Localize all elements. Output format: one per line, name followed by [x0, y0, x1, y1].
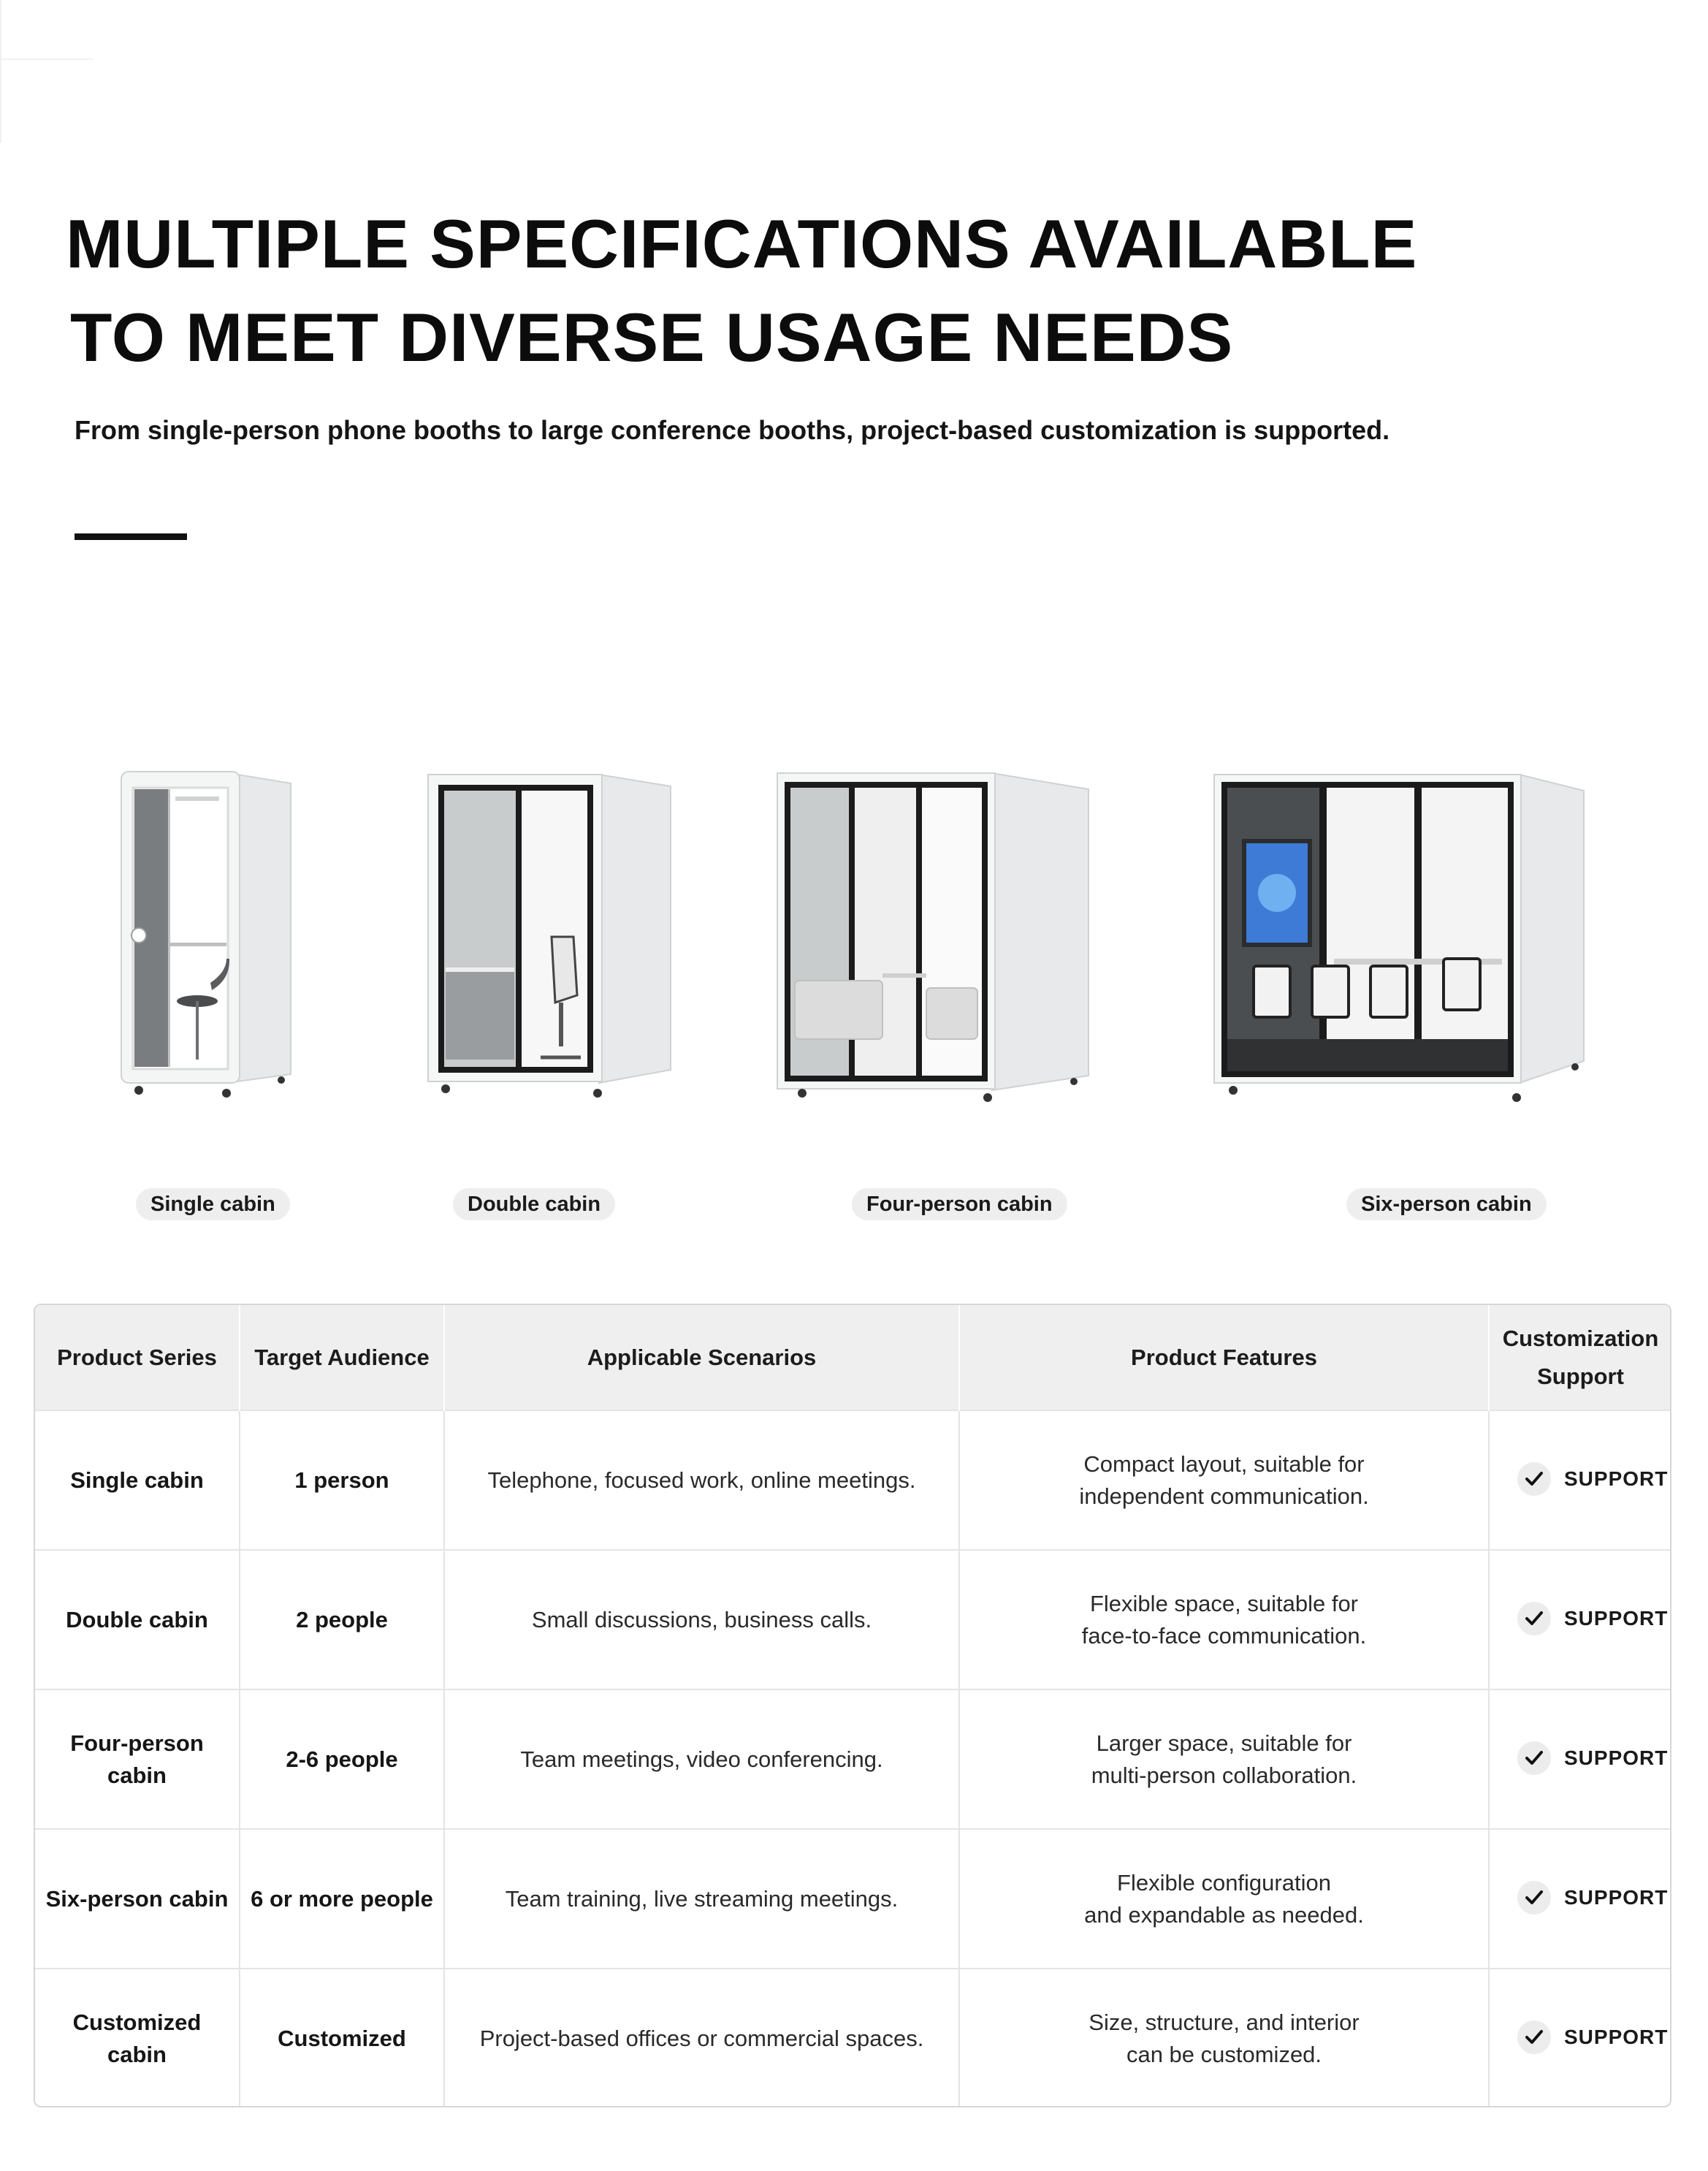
six-person-cabin-image: [1210, 769, 1590, 1119]
product-label-six-person: Six-person cabin: [1346, 1188, 1547, 1220]
row-scenario: Team training, live streaming meetings.: [444, 1829, 959, 1969]
feature-line-1: Size, structure, and interior: [1089, 2010, 1360, 2035]
corner-decoration-line: [0, 58, 94, 60]
accent-divider: [75, 533, 187, 540]
header-custom-line-1: Customization: [1502, 1325, 1659, 1351]
table-row: [35, 1829, 1671, 1969]
row-audience: 2 people: [240, 1550, 444, 1689]
row-support: [1489, 1969, 1671, 2107]
feature-line-2: multi-person collaboration.: [1091, 1762, 1357, 1788]
support-label: SUPPORT: [1564, 2026, 1669, 2048]
corner-decoration-line-vertical: [0, 0, 1, 142]
feature-line-2: can be customized.: [1126, 2042, 1322, 2067]
feature-line-1: Flexible space, suitable for: [1089, 1590, 1359, 1616]
feature-line-1: Compact layout, suitable for: [1083, 1450, 1365, 1477]
table-header-row: [35, 1305, 1671, 1410]
double-cabin-image: [424, 769, 676, 1101]
check-icon: [1517, 1741, 1551, 1775]
four-person-cabin-image: [773, 769, 1094, 1105]
header-target-audience: Target Audience: [240, 1305, 444, 1410]
title-line-1: MULTIPLE SPECIFICATIONS AVAILABLE: [66, 205, 1418, 282]
row-feature: [959, 1969, 1489, 2107]
product-label-double: Double cabin: [453, 1188, 615, 1220]
feature-line-2: and expandable as needed.: [1084, 1901, 1364, 1928]
table-row: [35, 1550, 1671, 1689]
table-row: [35, 1410, 1671, 1550]
row-audience: 1 person: [240, 1410, 444, 1550]
header-applicable-scenarios: Applicable Scenarios: [444, 1305, 959, 1410]
row-scenario: Project-based offices or commercial spaces.: [444, 1969, 959, 2107]
row-support: [1489, 1689, 1671, 1829]
product-gallery: [0, 753, 1708, 1103]
header-customization-support: [1489, 1305, 1671, 1410]
table-row: [35, 1969, 1671, 2107]
support-label: SUPPORT: [1564, 1746, 1669, 1769]
page-subtitle: From single-person phone booths to large conference booths, project-based customization is supported.: [75, 415, 1390, 445]
product-label-four-person: Four-person cabin: [852, 1188, 1067, 1220]
row-audience: Customized: [240, 1969, 444, 2107]
page-title: [66, 197, 1454, 384]
table-row: [35, 1689, 1671, 1829]
feature-line-2: independent communication.: [1079, 1483, 1369, 1509]
row-series: Four-person cabin: [35, 1689, 240, 1829]
row-feature: [959, 1689, 1489, 1829]
specification-table: [34, 1304, 1671, 2107]
support-label: SUPPORT: [1564, 1885, 1669, 1909]
header-product-features: Product Features: [959, 1305, 1489, 1410]
header-custom-line-2: Support: [1537, 1363, 1624, 1389]
row-series: Customized cabin: [35, 1969, 240, 2107]
row-series: Double cabin: [35, 1550, 240, 1689]
support-label: SUPPORT: [1564, 1606, 1669, 1630]
row-scenario: Telephone, focused work, online meetings.: [444, 1410, 959, 1550]
row-feature: [959, 1829, 1489, 1969]
check-icon: [1517, 1602, 1551, 1635]
feature-line-1: Flexible configuration: [1117, 1869, 1331, 1896]
row-series: Six-person cabin: [35, 1829, 240, 1969]
support-label: SUPPORT: [1564, 1467, 1669, 1490]
row-audience: 2-6 people: [240, 1689, 444, 1829]
row-support: [1489, 1550, 1671, 1689]
check-icon: [1517, 2020, 1551, 2054]
row-feature: [959, 1410, 1489, 1550]
row-audience: 6 or more people: [240, 1829, 444, 1969]
product-label-single: Single cabin: [136, 1188, 290, 1220]
row-scenario: Team meetings, video conferencing.: [444, 1689, 959, 1829]
title-line-2: TO MEET DIVERSE USAGE NEEDS: [70, 299, 1234, 376]
row-support: [1489, 1829, 1671, 1969]
row-series: Single cabin: [35, 1410, 240, 1550]
feature-line-2: face-to-face communication.: [1081, 1622, 1367, 1649]
row-scenario: Small discussions, business calls.: [444, 1550, 959, 1689]
single-cabin-image: [117, 767, 300, 1103]
row-feature: [959, 1550, 1489, 1689]
header-product-series: Product Series: [35, 1305, 240, 1410]
check-icon: [1517, 1462, 1551, 1496]
feature-line-1: Larger space, suitable for: [1096, 1730, 1352, 1756]
row-support: [1489, 1410, 1671, 1550]
check-icon: [1517, 1881, 1551, 1915]
